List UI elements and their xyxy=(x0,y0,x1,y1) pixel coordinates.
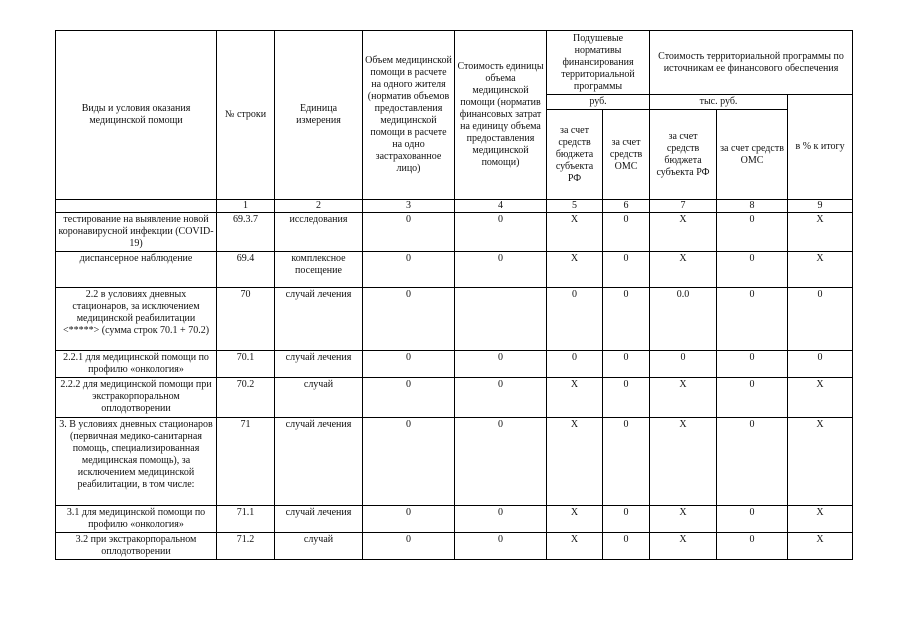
row-volume: 0 xyxy=(363,288,455,351)
row-unit-cost: 0 xyxy=(455,378,547,418)
header-oms-total: за счет средств ОМС xyxy=(717,110,788,200)
row-kind: 2.2 в условиях дневных стационаров, за исключением медицинской реабилитации <*****> (сумма строк 70.1 + 70.2) xyxy=(56,288,217,351)
row-volume: 0 xyxy=(363,378,455,418)
row-percent: X xyxy=(788,252,853,288)
row-unit-cost: 0 xyxy=(455,252,547,288)
column-number: 6 xyxy=(603,200,650,213)
program-cost-table xyxy=(55,30,853,560)
row-total-budget: 0.0 xyxy=(650,288,717,351)
row-unit: случай лечения xyxy=(275,506,363,533)
table-row xyxy=(56,288,853,351)
row-number: 70.2 xyxy=(217,378,275,418)
row-per-capita-budget: X xyxy=(547,252,603,288)
row-number: 70 xyxy=(217,288,275,351)
row-percent: X xyxy=(788,213,853,252)
row-total-oms: 0 xyxy=(717,506,788,533)
header-unit-cost: Стоимость единицы объема медицинской помощи (норматив финансовых затрат на единицу объема предоставления медицинской помощи) xyxy=(455,31,547,200)
row-total-budget: X xyxy=(650,506,717,533)
row-total-oms: 0 xyxy=(717,213,788,252)
row-total-oms: 0 xyxy=(717,533,788,560)
table-row xyxy=(56,378,853,418)
row-per-capita-oms: 0 xyxy=(603,252,650,288)
row-volume: 0 xyxy=(363,252,455,288)
row-total-budget: X xyxy=(650,378,717,418)
row-per-capita-budget: X xyxy=(547,533,603,560)
row-kind: 3.1 для медицинской помощи по профилю «онкология» xyxy=(56,506,217,533)
header-row-number: № строки xyxy=(217,31,275,200)
header-total-cost: Стоимость территориальной программы по источникам ее финансового обеспечения xyxy=(650,31,853,95)
table-row xyxy=(56,506,853,533)
row-per-capita-budget: X xyxy=(547,378,603,418)
row-per-capita-oms: 0 xyxy=(603,288,650,351)
row-unit-cost: 0 xyxy=(455,533,547,560)
row-total-budget: X xyxy=(650,533,717,560)
row-volume: 0 xyxy=(363,213,455,252)
table-row xyxy=(56,213,853,252)
row-volume: 0 xyxy=(363,533,455,560)
row-kind: 2.2.2 для медицинской помощи при экстракорпоральном оплодотворении xyxy=(56,378,217,418)
row-kind: 3.2 при экстракорпоральном оплодотворении xyxy=(56,533,217,560)
header-per-capita: Подушевые нормативы финансирования территориальной программы xyxy=(547,31,650,95)
header-volume: Объем медицинской помощи в расчете на одного жителя (норматив объемов предоставления медицинской помощи в расчете на одно застрахованное лицо) xyxy=(363,31,455,200)
row-number: 71.1 xyxy=(217,506,275,533)
row-total-budget: X xyxy=(650,213,717,252)
header-rub: руб. xyxy=(547,95,650,110)
row-percent: X xyxy=(788,378,853,418)
row-percent: X xyxy=(788,533,853,560)
row-per-capita-budget: 0 xyxy=(547,288,603,351)
header-budget-rf-total: за счет средств бюджета субъекта РФ xyxy=(650,110,717,200)
row-number: 69.4 xyxy=(217,252,275,288)
row-total-oms: 0 xyxy=(717,418,788,506)
row-unit-cost: 0 xyxy=(455,418,547,506)
column-number: 2 xyxy=(275,200,363,213)
row-per-capita-budget: X xyxy=(547,418,603,506)
row-percent: 0 xyxy=(788,351,853,378)
row-per-capita-oms: 0 xyxy=(603,213,650,252)
row-total-budget: X xyxy=(650,418,717,506)
row-per-capita-oms: 0 xyxy=(603,351,650,378)
column-number: 4 xyxy=(455,200,547,213)
row-total-oms: 0 xyxy=(717,252,788,288)
row-volume: 0 xyxy=(363,418,455,506)
row-per-capita-oms: 0 xyxy=(603,378,650,418)
column-number xyxy=(56,200,217,213)
table-row xyxy=(56,533,853,560)
row-unit: комплексное посещение xyxy=(275,252,363,288)
row-unit-cost: 0 xyxy=(455,506,547,533)
column-number: 7 xyxy=(650,200,717,213)
row-number: 71.2 xyxy=(217,533,275,560)
row-volume: 0 xyxy=(363,351,455,378)
row-per-capita-budget: X xyxy=(547,506,603,533)
column-number: 1 xyxy=(217,200,275,213)
column-number-row xyxy=(56,200,853,213)
row-number: 71 xyxy=(217,418,275,506)
row-kind: тестирование на выявление новой коронавирусной инфекции (COVID-19) xyxy=(56,213,217,252)
row-unit: исследования xyxy=(275,213,363,252)
row-unit-cost xyxy=(455,288,547,351)
row-percent: X xyxy=(788,418,853,506)
row-total-budget: X xyxy=(650,252,717,288)
row-unit: случай xyxy=(275,533,363,560)
table-row xyxy=(56,252,853,288)
header-thous-rub: тыс. руб. xyxy=(650,95,788,110)
row-number: 70.1 xyxy=(217,351,275,378)
row-per-capita-oms: 0 xyxy=(603,418,650,506)
header-oms-per-capita: за счет средств ОМС xyxy=(603,110,650,200)
row-unit: случай xyxy=(275,378,363,418)
table-row xyxy=(56,351,853,378)
row-per-capita-oms: 0 xyxy=(603,506,650,533)
header-percent: в % к итогу xyxy=(788,95,853,200)
row-number: 69.3.7 xyxy=(217,213,275,252)
row-percent: 0 xyxy=(788,288,853,351)
row-unit: случай лечения xyxy=(275,288,363,351)
column-number: 9 xyxy=(788,200,853,213)
row-unit-cost: 0 xyxy=(455,213,547,252)
row-kind: 2.2.1 для медицинской помощи по профилю «онкология» xyxy=(56,351,217,378)
row-kind: диспансерное наблюдение xyxy=(56,252,217,288)
row-per-capita-budget: X xyxy=(547,213,603,252)
row-total-budget: 0 xyxy=(650,351,717,378)
row-per-capita-oms: 0 xyxy=(603,533,650,560)
header-unit: Единица измерения xyxy=(275,31,363,200)
table-row xyxy=(56,418,853,506)
header-kind: Виды и условия оказания медицинской помощи xyxy=(56,31,217,200)
row-volume: 0 xyxy=(363,506,455,533)
row-total-oms: 0 xyxy=(717,378,788,418)
row-unit-cost: 0 xyxy=(455,351,547,378)
column-number: 3 xyxy=(363,200,455,213)
row-kind: 3. В условиях дневных стационаров (первичная медико-санитарная помощь, специализированная медицинская помощь), за исключением медицинской реабилитации, в том числе: xyxy=(56,418,217,506)
row-unit: случай лечения xyxy=(275,351,363,378)
row-unit: случай лечения xyxy=(275,418,363,506)
column-number: 5 xyxy=(547,200,603,213)
header-budget-rf-per-capita: за счет средств бюджета субъекта РФ xyxy=(547,110,603,200)
row-total-oms: 0 xyxy=(717,288,788,351)
row-total-oms: 0 xyxy=(717,351,788,378)
row-per-capita-budget: 0 xyxy=(547,351,603,378)
column-number: 8 xyxy=(717,200,788,213)
row-percent: X xyxy=(788,506,853,533)
